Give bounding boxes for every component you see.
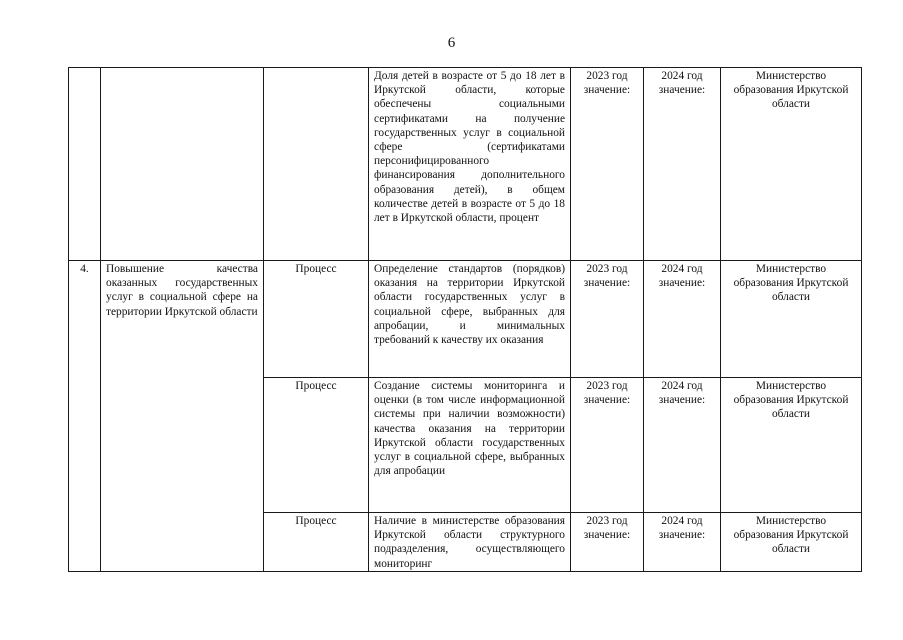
value-2024-cell: 2024 год значение: <box>644 68 721 261</box>
value-2023-cell: 2023 год значение: <box>571 261 644 378</box>
indicator-description-cell: Наличие в министерстве образования Иркутской области структурного подразделения, осуществляющего мониторинг <box>369 513 571 572</box>
responsible-cell: Министерство образования Иркутской области <box>721 378 862 513</box>
value-2024-cell: 2024 год значение: <box>644 378 721 513</box>
value-2023-cell: 2023 год значение: <box>571 378 644 513</box>
row-number-cell: 4. <box>69 261 101 572</box>
type-cell <box>264 68 369 261</box>
indicator-description-cell: Определение стандартов (порядков) оказания на территории Иркутской области государственных услуг в социальной сфере, выбранных для апробации, и минимальных требований к качеству их оказания <box>369 261 571 378</box>
type-cell: Процесс <box>264 513 369 572</box>
type-cell: Процесс <box>264 378 369 513</box>
value-2024-cell: 2024 год значение: <box>644 513 721 572</box>
measure-name-cell <box>101 68 264 261</box>
value-2023-cell: 2023 год значение: <box>571 68 644 261</box>
row-number-cell <box>69 68 101 261</box>
value-2023-cell: 2023 год значение: <box>571 513 644 572</box>
measure-name-cell: Повышение качества оказанных государственных услуг в социальной сфере на территории Иркутской области <box>101 261 264 572</box>
responsible-cell: Министерство образования Иркутской области <box>721 261 862 378</box>
indicator-description-cell: Доля детей в возрасте от 5 до 18 лет в Иркутской области, которые обеспечены социальными сертификатами на получение государственных услуг в социальной сфере (сертификатами персонифицированного финансирования дополнительного образования детей), в общем количестве детей в возрасте от 5 до 18 лет в Иркутской области, процент <box>369 68 571 261</box>
responsible-cell: Министерство образования Иркутской области <box>721 68 862 261</box>
program-table <box>68 67 862 572</box>
table-row <box>69 68 862 261</box>
responsible-cell: Министерство образования Иркутской области <box>721 513 862 572</box>
indicator-description-cell: Создание системы мониторинга и оценки (в том числе информационной системы при наличии возможности) качества оказания на территории Иркутской области государственных услуг в социальной сфере, выбранных для апробации <box>369 378 571 513</box>
value-2024-cell: 2024 год значение: <box>644 261 721 378</box>
type-cell: Процесс <box>264 261 369 378</box>
page-number: 6 <box>447 35 456 51</box>
table-row <box>69 261 862 378</box>
